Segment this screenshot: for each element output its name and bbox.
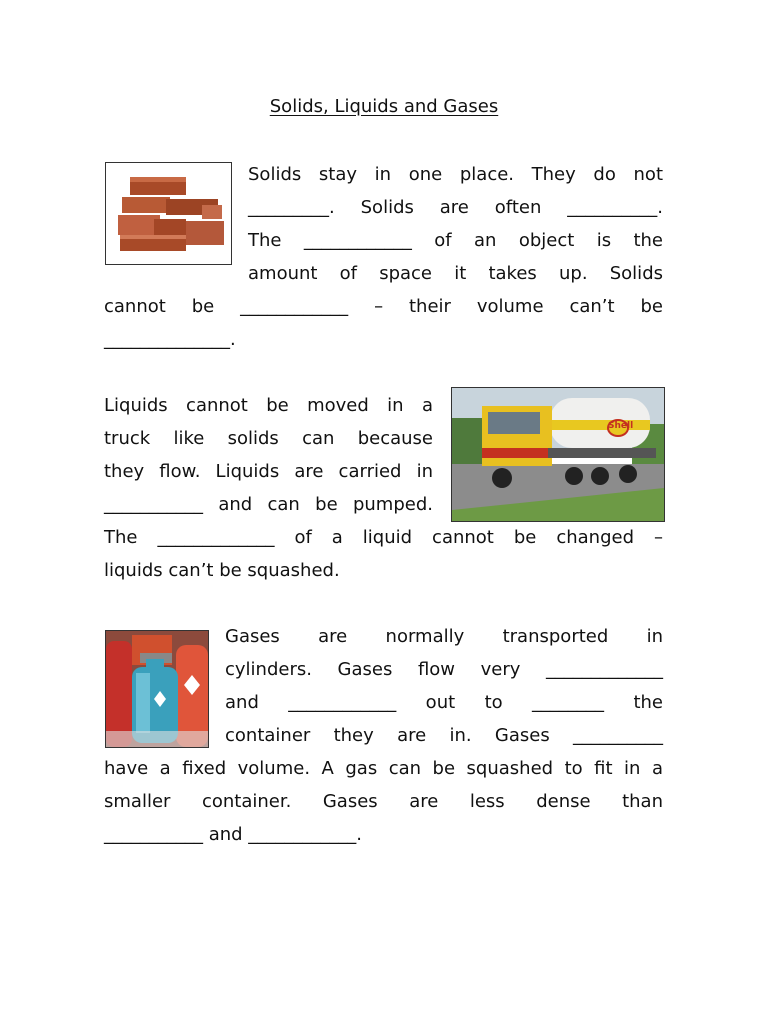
gases-paragraph bbox=[104, 620, 663, 851]
text-line: The ____________ of an object is the bbox=[248, 230, 663, 251]
text-line: container they are in. Gases __________ bbox=[225, 725, 663, 746]
text-line: they flow. Liquids are carried in bbox=[104, 461, 433, 482]
text-line: smaller container. Gases are less dense than bbox=[104, 791, 663, 812]
text-line: have a fixed volume. A gas can be squashed to fit in a bbox=[104, 758, 663, 779]
liquids-paragraph bbox=[104, 389, 663, 587]
text-line: Gases are normally transported in bbox=[225, 626, 663, 647]
page-title: Solids, Liquids and Gases bbox=[269, 96, 499, 117]
text-line: and ____________ out to ________ the bbox=[225, 692, 663, 713]
text-line: amount of space it takes up. Solids bbox=[248, 263, 663, 284]
text-line: truck like solids can because bbox=[104, 428, 433, 449]
solids-paragraph bbox=[104, 158, 663, 356]
shell-logo-text: Shell bbox=[608, 421, 634, 431]
text-line: Solids stay in one place. They do not bbox=[248, 164, 663, 185]
text-line: ______________. bbox=[104, 329, 236, 350]
text-line: _________. Solids are often __________. bbox=[248, 197, 663, 218]
text-line: cannot be ____________ – their volume can’t be bbox=[104, 296, 663, 317]
text-line: cylinders. Gases flow very _____________ bbox=[225, 659, 663, 680]
text-line: ___________ and can be pumped. bbox=[104, 494, 433, 515]
text-line: The _____________ of a liquid cannot be changed – bbox=[104, 527, 663, 548]
text-line: liquids can’t be squashed. bbox=[104, 560, 340, 581]
text-line: ___________ and ____________. bbox=[104, 824, 363, 845]
text-line: Liquids cannot be moved in a bbox=[104, 395, 433, 416]
